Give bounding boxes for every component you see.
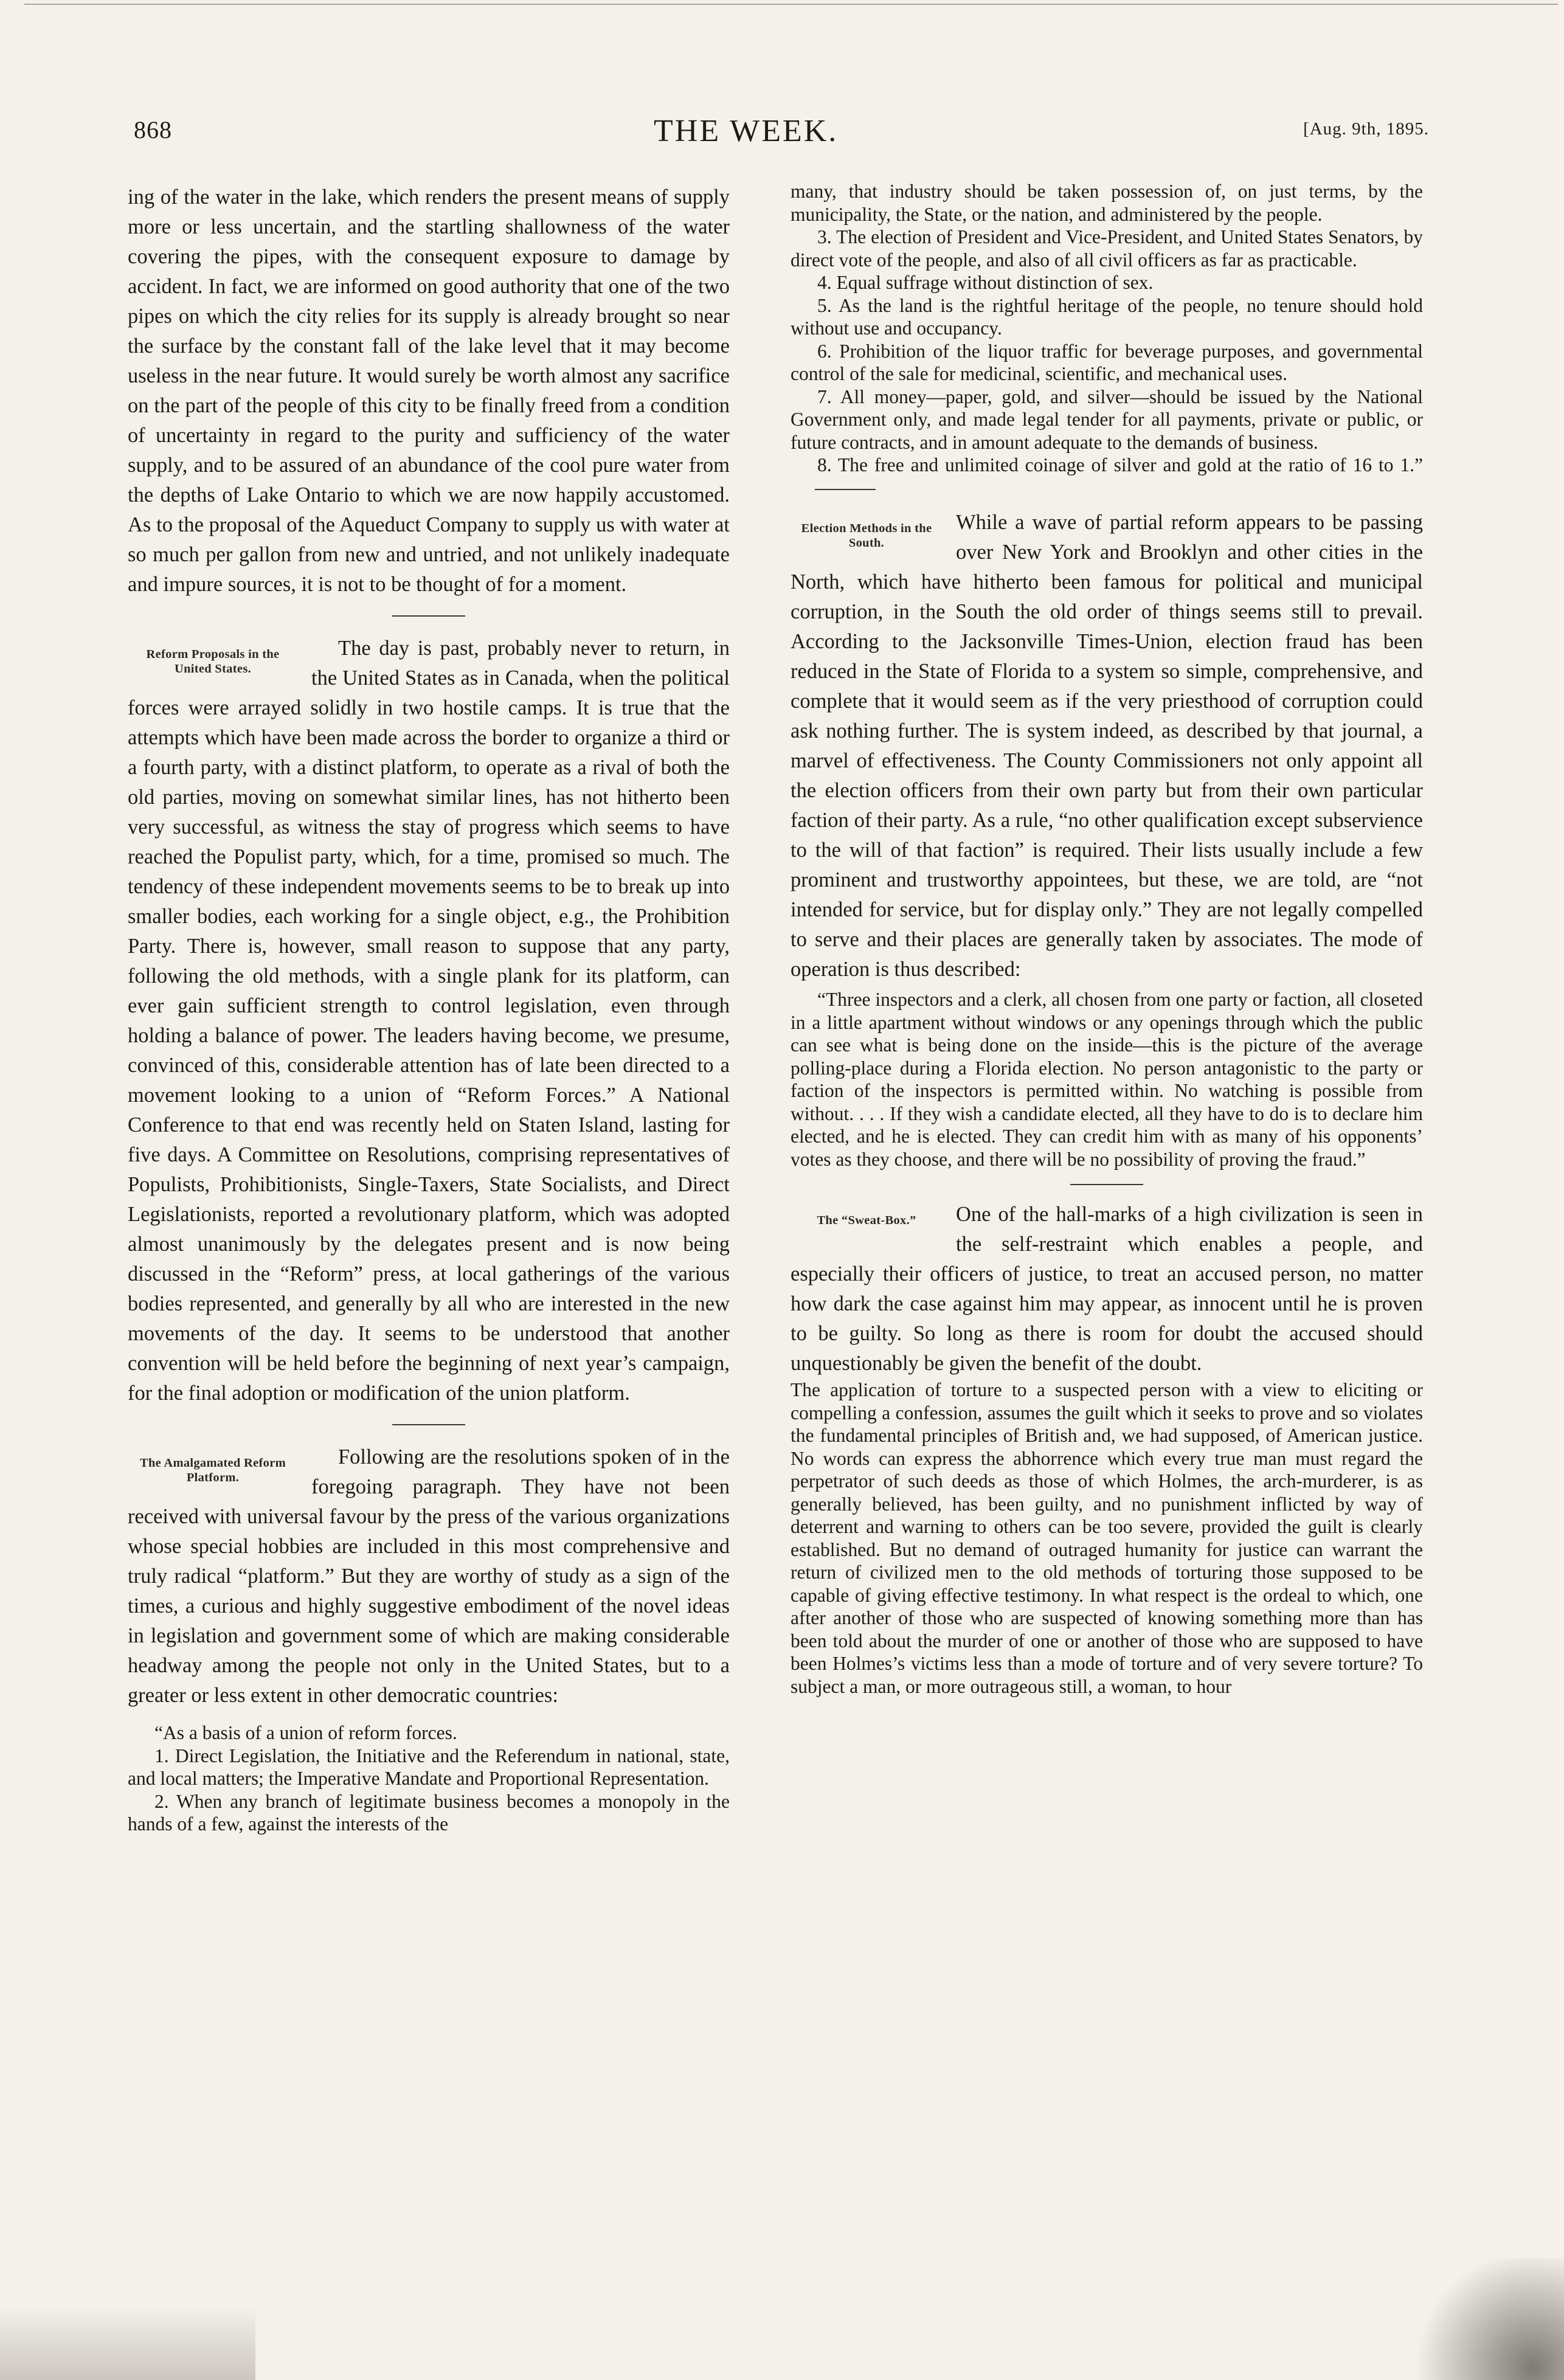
water-supply-paragraph: ing of the water in the lake, which renders the present means of supply more or less uncertain, and the startling shallowness of the water covering the pipes, with the consequent exposure to damage by accident. In fact, we are informed on good authority that one of the two pipes on which the city relies for its supply is already brought so near the surface by the constant fall of the lake level that it may become useless in the near future. It would surely be worth almost any sacrifice on the part of the people of this city to be finally freed from a condition of uncertainty in regard to the purity and sufficiency of the water supply, and to be assured of an abundance of the cool pure water from the depths of Lake Ontario to which we are now happily accustomed. As to the proposal of the Aqueduct Company to supply us with water at so much per gallon from new and untried, and not unlikely inadequate and impure sources, it is not to be thought of for a moment. bbox=[128, 185, 730, 596]
top-rule bbox=[24, 4, 1558, 7]
section-divider bbox=[392, 1424, 465, 1425]
sweat-box-text-continued: The application of torture to a suspected person with a view to eliciting or compelling a confession, assumes the guilt which it seeks to prove and so violates the fundamental principles of British and, we had supposed, of American justice. No words can express the abhorrence which every true man must regard the perpetrator of such deeds as those of which Holmes, the arch-murderer, is as generally believed, has been guilty, and no punishment inflicted by way of deterrent and warning to others can be too severe, provided the guilt is clearly established. But no demand of outraged humanity for justice can warrant the return of civilized men to the old methods of torturing those supposed to be capable of giving effective testimony. In what respect is the ordeal to which, one after another of those who are suspected of knowing something more than has been told about the murder of one or another of those who are supposed to have been Holmes’s victims less than a mode of torture and of very severe torture? To subject a man, or more outrageous still, a woman, to hour bbox=[791, 1379, 1423, 1697]
resolution-item-6: 6. Prohibition of the liquor traffic for beverage purposes, and governmental control of the sale for medicinal, scientific, and mechanical uses. bbox=[791, 340, 1423, 384]
section-divider bbox=[1070, 1184, 1143, 1185]
scan-corner-damage bbox=[1406, 2258, 1564, 2380]
resolution-item-8 bbox=[791, 454, 1423, 499]
platform-resolutions bbox=[128, 1721, 730, 1836]
section-divider bbox=[815, 489, 876, 490]
election-quote-block bbox=[791, 988, 1423, 1171]
resolution-item-4: 4. Equal suffrage without distinction of sex. bbox=[817, 272, 1154, 293]
amalgamated-platform-text: Following are the resolutions spoken of in the foregoing paragraph. They have not been received with universal favour by the press of the various organizations whose special hobbies are included in this most comprehensive and truly radical “platform.” But they are worthy of study as a sign of the times, a curious and highly suggestive embodiment of the novel ideas in legislation and government some of which are making considerable headway among the people not only in the United States, but to a greater or less extent in other democratic countries: bbox=[128, 1445, 730, 1707]
resolutions-intro: “As a basis of a union of reform forces. bbox=[154, 1722, 457, 1743]
resolution-item-2-continued: many, that industry should be taken possession of, on just terms, by the municipality, the State, or the nation, and administered by the people. bbox=[791, 181, 1423, 225]
section-divider bbox=[392, 615, 465, 617]
election-quote: “Three inspectors and a clerk, all chosen from one party or faction, all closeted in a little apartment without windows or any openings through which the public can see what is being done on the inside—this is the picture of the average polling-place during a Florida election. No person antagonistic to the party or faction of the inspectors is permitted within. No watching is possible from without. . . . If they wish a candidate elected, all they have to do is to declare him elected, and he is elected. They can credit him with as many of his opponents’ votes as they choose, and there will be no possibility of proving the fraud.” bbox=[791, 989, 1423, 1170]
resolution-item-1: 1. Direct Legislation, the Initiative and the Referendum in national, state, and local matters; the Imperative Mandate and Proportional Representation. bbox=[128, 1745, 730, 1789]
resolution-item-2: 2. When any branch of legitimate business becomes a monopoly in the hands of a few, against the interests of the bbox=[128, 1790, 730, 1835]
dateline: [Aug. 9th, 1895. bbox=[1303, 119, 1429, 139]
resolution-item-7: 7. All money—paper, gold, and silver—should be issued by the National Government only, and made legal tender for all payments, private or public, or future contracts, and in amount adequate to the demands of business. bbox=[791, 386, 1423, 453]
sweat-box-continued bbox=[791, 1379, 1423, 1698]
resolution-item-3: 3. The election of President and Vice-President, and United States Senators, by direct vote of the people, and also of all civil officers as far as practicable. bbox=[791, 226, 1423, 271]
page-header bbox=[134, 116, 1429, 152]
election-methods-sidenote: Election Methods in the South. bbox=[801, 522, 932, 550]
reform-proposals-section bbox=[128, 634, 730, 1408]
resolution-item-5: 5. As the land is the rightful heritage of the people, no tenure should hold without use and occupancy. bbox=[791, 294, 1423, 339]
left-column bbox=[128, 182, 730, 1836]
sweat-box-section bbox=[791, 1200, 1423, 1379]
amalgamated-platform-sidenote: The Amalgamated Reform Platform. bbox=[139, 1456, 286, 1484]
right-column bbox=[791, 180, 1423, 1698]
platform-resolutions-continued bbox=[791, 180, 1423, 499]
reform-proposals-sidenote: Reform Proposals in the United States. bbox=[146, 648, 280, 676]
page-number: 868 bbox=[134, 116, 172, 144]
resolution-item-8-text: 8. The free and unlimited coinage of silver and gold at the ratio of 16 to 1.” bbox=[817, 454, 1423, 476]
masthead: THE WEEK. bbox=[654, 114, 839, 148]
sweat-box-text: One of the hall-marks of a high civilization is seen in the self-restraint which enables a people, and especially their officers of justice, to treat an accused person, no matter how dark the case against him may appear, as innocent until he is proven to be guilty. So long as there is room for doubt the accused should unquestionably be given the benefit of the doubt. bbox=[791, 1203, 1423, 1375]
amalgamated-platform-section bbox=[128, 1442, 730, 1711]
election-methods-text: While a wave of partial reform appears to be passing over New York and Brooklyn and other cities in the North, which have hitherto been famous for political and municipal corruption, in the South the old order of things seems still to prevail. According to the Jacksonville Times-Union, election fraud has been reduced in the State of Florida to a system so simple, comprehensive, and complete that it would seem as if the very priesthood of corruption could ask nothing further. The is system indeed, as described by that journal, a marvel of effectiveness. The County Commissioners not only appoint all the election officers from their own party but from their own particular faction of their party. As a rule, “no other qualification except subservience to the will of that faction” is required. Their lists usually include a few prominent and trustworthy appointees, but these, we are told, are “not intended for service, but for display only.” They are not legally compelled to serve and their places are generally taken by associates. The mode of operation is thus described: bbox=[791, 511, 1423, 981]
scan-edge-shadow bbox=[0, 2307, 255, 2380]
reform-proposals-text: The day is past, probably never to return, in the United States as in Canada, when the political forces were arrayed solidly in two hostile camps. It is true that the attempts which have been made across the border to organize a third or a fourth party, with a distinct platform, to operate as a rival of both the old parties, moving on somewhat similar lines, has not hitherto been very successful, as witness the stay of progress which seems to have reached the Populist party, which, for a time, promised so much. The tendency of these independent movements seems to be to break up into smaller bodies, each working for a single object, e.g., the Prohibition Party. There is, however, small reason to suppose that any party, following the old methods, with a single plank for its platform, can ever gain sufficient strength to control legislation, even through holding a balance of power. The leaders having become, we presume, convinced of this, considerable attention has of late been directed to a movement looking to a union of “Reform Forces.” A National Conference to that end was recently held on Staten Island, lasting for five days. A Committee on Resolutions, comprising representatives of Populists, Prohibitionists, Single-Taxers, State Socialists, and Direct Legislationists, reported a revolutionary platform, which was adopted almost unanimously by the delegates present and is now being discussed in the “Reform” press, at local gatherings of the various bodies represented, and generally by all who are interested in the new movements of the day. It seems to be understood that another convention will be held before the beginning of next year’s campaign, for the final adoption or modification of the union platform. bbox=[128, 637, 730, 1405]
election-methods-section bbox=[791, 508, 1423, 984]
sweat-box-sidenote: The “Sweat-Box.” bbox=[817, 1214, 916, 1227]
